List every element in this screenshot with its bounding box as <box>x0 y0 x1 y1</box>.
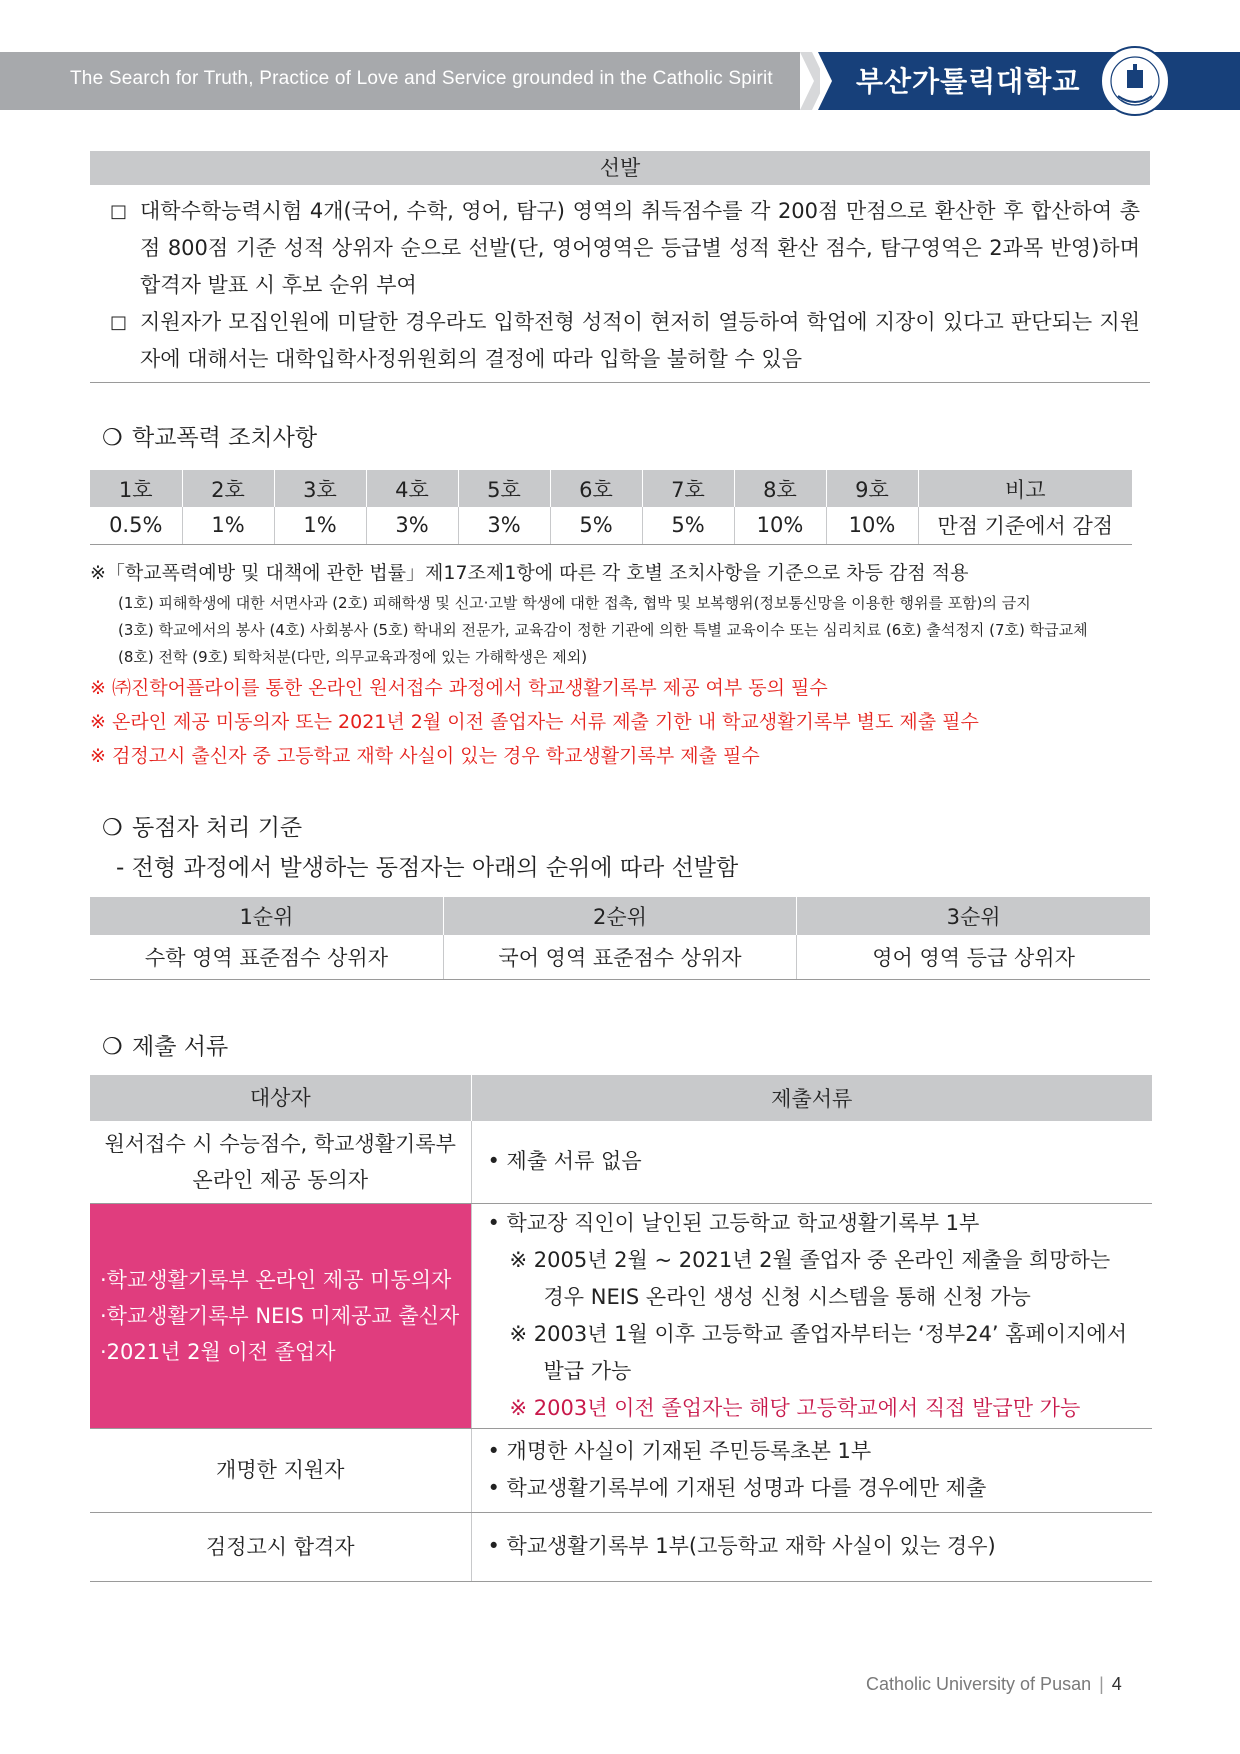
violence-value-cell: 만점 기준에서 감점 <box>918 507 1132 544</box>
tie-table <box>90 897 1150 980</box>
circle-bullet-icon: ❍ <box>102 425 123 451</box>
docs-target-line: ·학교생활기록부 온라인 제공 미동의자 <box>100 1267 452 1292</box>
violence-note-line: (3호) 학교에서의 봉사 (4호) 사회봉사 (5호) 학내외 전문가, 교육감이 정한 기관에 의한 특별 교육이수 또는 심리치료 (6호) 출석정지 (7호) 학급교체 <box>118 621 1088 639</box>
footer-text: Catholic University of Pusan <box>866 1674 1092 1694</box>
red-note: ※ ㈜진학어플라이를 통한 온라인 원서접수 과정에서 학교생활기록부 제공 여부 동의 필수 <box>90 677 828 699</box>
violence-header-cell: 8호 <box>734 470 826 507</box>
docs-table <box>90 1075 1152 1582</box>
docs-doc-line: • 학교장 직인이 날인된 고등학교 학교생활기록부 1부 <box>487 1210 980 1235</box>
violence-value-cell: 1% <box>274 507 366 544</box>
slogan-bar <box>0 52 800 110</box>
violence-header-row <box>90 470 1132 507</box>
selection-item-text: 대학수학능력시험 4개(국어, 수학, 영어, 탐구) 영역의 취득점수를 각 200점 만점으로 환산한 후 합산하여 총점 800점 기준 성적 상위자 순으로 선발(단, 영어영역은 등급별 성적 환산 점수, 탐구영역은 2과목 반영)하며 합격자 발표 시 후보 순위 부여 <box>140 199 1140 297</box>
circle-bullet-icon: ❍ <box>102 815 123 841</box>
docs-doc-line: • 개명한 사실이 기재된 주민등록초본 1부 <box>487 1439 872 1463</box>
docs-title-text: 제출 서류 <box>132 1034 229 1060</box>
docs-row <box>90 1428 1152 1512</box>
red-note: ※ 온라인 제공 미동의자 또는 2021년 2월 이전 졸업자는 서류 제출 기한 내 학교생활기록부 별도 제출 필수 <box>90 711 979 733</box>
violence-header-cell: 4호 <box>366 470 458 507</box>
tie-description: - 전형 과정에서 발생하는 동점자는 아래의 순위에 따라 선발함 <box>116 855 739 881</box>
violence-header-cell: 7호 <box>642 470 734 507</box>
docs-doc-line: • 학교생활기록부에 기재된 성명과 다를 경우에만 제출 <box>487 1476 987 1500</box>
docs-header-target: 대상자 <box>90 1075 471 1121</box>
violence-value-row <box>90 507 1132 544</box>
docs-doc-line: • 학교생활기록부 1부(고등학교 재학 사실이 있는 경우) <box>487 1534 996 1558</box>
violence-header-cell: 9호 <box>826 470 918 507</box>
selection-item <box>110 193 1140 304</box>
docs-doc-cell <box>471 1428 1152 1512</box>
selection-body <box>90 189 1150 383</box>
violence-header-cell: 3호 <box>274 470 366 507</box>
docs-doc-note: 발급 가능 <box>543 1358 632 1383</box>
violence-header-cell: 2호 <box>182 470 274 507</box>
violence-title <box>102 423 317 453</box>
docs-doc-note: 경우 NEIS 온라인 생성 신청 시스템을 통해 신청 가능 <box>543 1284 1031 1309</box>
docs-target-cell-highlighted <box>90 1203 471 1428</box>
violence-note-line: (8호) 전학 (9호) 퇴학처분(다만, 의무교육과정에 있는 가해학생은 제외) <box>118 648 588 666</box>
selection-title: 선발 <box>90 151 1150 185</box>
docs-row <box>90 1121 1152 1203</box>
violence-title-text: 학교폭력 조치사항 <box>132 425 318 451</box>
docs-header-row <box>90 1075 1152 1121</box>
tie-header-cell: 3순위 <box>797 897 1150 935</box>
docs-target-line: ·학교생활기록부 NEIS 미제공교 출신자 <box>100 1303 460 1328</box>
university-name: 부산가톨릭대학교 <box>856 65 1081 98</box>
docs-target-line: 원서접수 시 수능점수, 학교생활기록부 <box>104 1131 456 1156</box>
tie-title <box>102 813 302 843</box>
violence-value-cell: 10% <box>734 507 826 544</box>
tie-header-cell: 1순위 <box>90 897 443 935</box>
violence-value-cell: 5% <box>642 507 734 544</box>
docs-doc-cell <box>471 1121 1152 1203</box>
violence-value-cell: 0.5% <box>90 507 182 544</box>
tie-value-row <box>90 935 1150 979</box>
university-seal-icon <box>1100 46 1170 116</box>
tie-value-cell: 국어 영역 표준점수 상위자 <box>443 935 796 979</box>
violence-note-line: (1호) 피해학생에 대한 서면사과 (2호) 피해학생 및 신고·고발 학생에 대한 접촉, 협박 및 보복행위(정보통신망을 이용한 행위를 포함)의 금지 <box>118 594 1031 612</box>
tie-header-cell: 2순위 <box>443 897 796 935</box>
violence-value-cell: 10% <box>826 507 918 544</box>
docs-row <box>90 1203 1152 1428</box>
docs-doc-note: ※ 2003년 1월 이후 고등학교 졸업자부터는 ‘정부24’ 홈페이지에서 <box>509 1321 1127 1346</box>
tie-title-text: 동점자 처리 기준 <box>132 815 303 841</box>
red-note: ※ 검정고시 출신자 중 고등학교 재학 사실이 있는 경우 학교생활기록부 제출 필수 <box>90 745 760 767</box>
circle-bullet-icon: ❍ <box>102 1034 123 1060</box>
checkbox-square-icon: □ <box>110 201 128 222</box>
tie-value-cell: 영어 영역 등급 상위자 <box>797 935 1150 979</box>
violence-value-cell: 3% <box>366 507 458 544</box>
violence-header-cell: 5호 <box>458 470 550 507</box>
slogan-text: The Search for Truth, Practice of Love and Service grounded in the Catholic Spirit <box>70 68 773 89</box>
docs-doc-cell <box>471 1512 1152 1581</box>
docs-row <box>90 1512 1152 1581</box>
docs-target-line: 온라인 제공 동의자 <box>192 1167 369 1192</box>
selection-item <box>110 304 1140 378</box>
docs-header-docs: 제출서류 <box>471 1075 1152 1121</box>
docs-doc-line: • 제출 서류 없음 <box>487 1149 642 1174</box>
docs-target-cell: 개명한 지원자 <box>90 1428 471 1512</box>
tie-header-row <box>90 897 1150 935</box>
selection-item-text: 지원자가 모집인원에 미달한 경우라도 입학전형 성적이 현저히 열등하여 학업에 지장이 있다고 판단되는 지원자에 대해서는 대학입학사정위원회의 결정에 따라 입학을 불허할 수 있음 <box>140 310 1140 371</box>
tie-value-cell: 수학 영역 표준점수 상위자 <box>90 935 443 979</box>
docs-doc-cell <box>471 1203 1152 1428</box>
violence-header-cell: 6호 <box>550 470 642 507</box>
checkbox-square-icon: □ <box>110 312 128 333</box>
docs-target-cell: 검정고시 합격자 <box>90 1512 471 1581</box>
docs-target-line: ·2021년 2월 이전 졸업자 <box>100 1339 336 1364</box>
page-number: 4 <box>1111 1674 1122 1694</box>
docs-doc-note-red: ※ 2003년 이전 졸업자는 해당 고등학교에서 직접 발급만 가능 <box>509 1395 1081 1420</box>
violence-value-cell: 5% <box>550 507 642 544</box>
docs-title <box>102 1032 228 1062</box>
violence-header-cell: 비고 <box>918 470 1132 507</box>
violence-header-cell: 1호 <box>90 470 182 507</box>
violence-notes <box>90 556 1150 773</box>
violence-note-main: ※「학교폭력예방 및 대책에 관한 법률」제17조제1항에 따른 각 호별 조치사항을 기준으로 차등 감점 적용 <box>90 562 969 584</box>
docs-target-cell <box>90 1121 471 1203</box>
docs-doc-note: ※ 2005년 2월 ~ 2021년 2월 졸업자 중 온라인 제출을 희망하는 <box>509 1247 1111 1272</box>
footer-separator: | <box>1099 1674 1104 1694</box>
violence-table <box>90 470 1132 545</box>
violence-value-cell: 1% <box>182 507 274 544</box>
page-footer <box>866 1674 1122 1695</box>
page-header <box>0 52 1240 110</box>
violence-value-cell: 3% <box>458 507 550 544</box>
